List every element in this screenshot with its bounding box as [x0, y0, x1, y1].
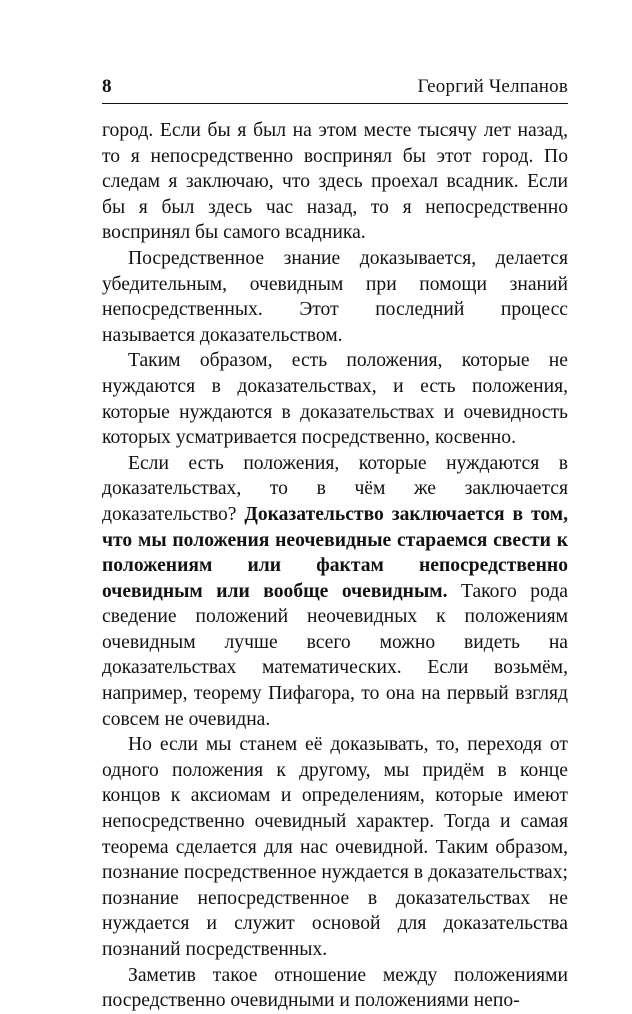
paragraph: город. Если бы я был на этом месте тысячу лет назад, то я непосредственно воспринял бы этот город. По следам я заключаю, что здесь проехал всадник. Если бы я был здесь час назад, то я непосредственно воспринял бы самого всадника.	[102, 120, 568, 244]
paragraph: Посредственное знание доказывается, делается убедительным, очевидным при помощи знаний непосредственных. Этот последний процесс называется доказательством.	[102, 247, 568, 346]
header-rule	[102, 103, 568, 104]
paragraph-with-emphasis	[102, 451, 568, 733]
emphasized-definition: Доказательство заключается в том, что мы положения неочевидные стараемся свести к положениям или фактам непосредственно очевидным или вообще очевидным.	[102, 503, 569, 602]
paragraph-text: Если есть положения, которые нуждаются в доказательствах, то в чём же заключается доказательство?	[102, 452, 568, 525]
paragraph-text: Такого рода сведение положений неочевидных к положениям очевидным лучше всего можно видеть на доказательствах математических. Если возьмём, например, теорему Пифагора, то она на первый взгляд совсем не очевидна.	[102, 580, 568, 730]
page-number: 8	[102, 76, 112, 97]
paragraph: Но если мы станем её доказывать, то, переходя от одного положения к другому, мы придём в конце концов к аксиомам и определениям, которые имеют непосредственно очевидный характер. Тогда и самая теорема сделается для нас очевидной. Таким образом, познание посредственное нуждается в доказательствах; познание непосредственное в доказательствах не нуждается и служит основой для доказательства познаний посредственных.	[102, 734, 568, 960]
paragraph: Таким образом, есть положения, которые не нуждаются в доказательствах, и есть положения, которые нуждаются в доказательствах и очевидность которых усматривается посредственно, косвенно.	[102, 350, 568, 449]
paragraph: Заметив такое отношение между положениями посредственно очевидными и положениями непо-	[102, 964, 568, 1012]
page-header	[102, 76, 568, 98]
running-head-author: Георгий Челпанов	[417, 76, 568, 97]
body-text	[102, 118, 568, 1014]
